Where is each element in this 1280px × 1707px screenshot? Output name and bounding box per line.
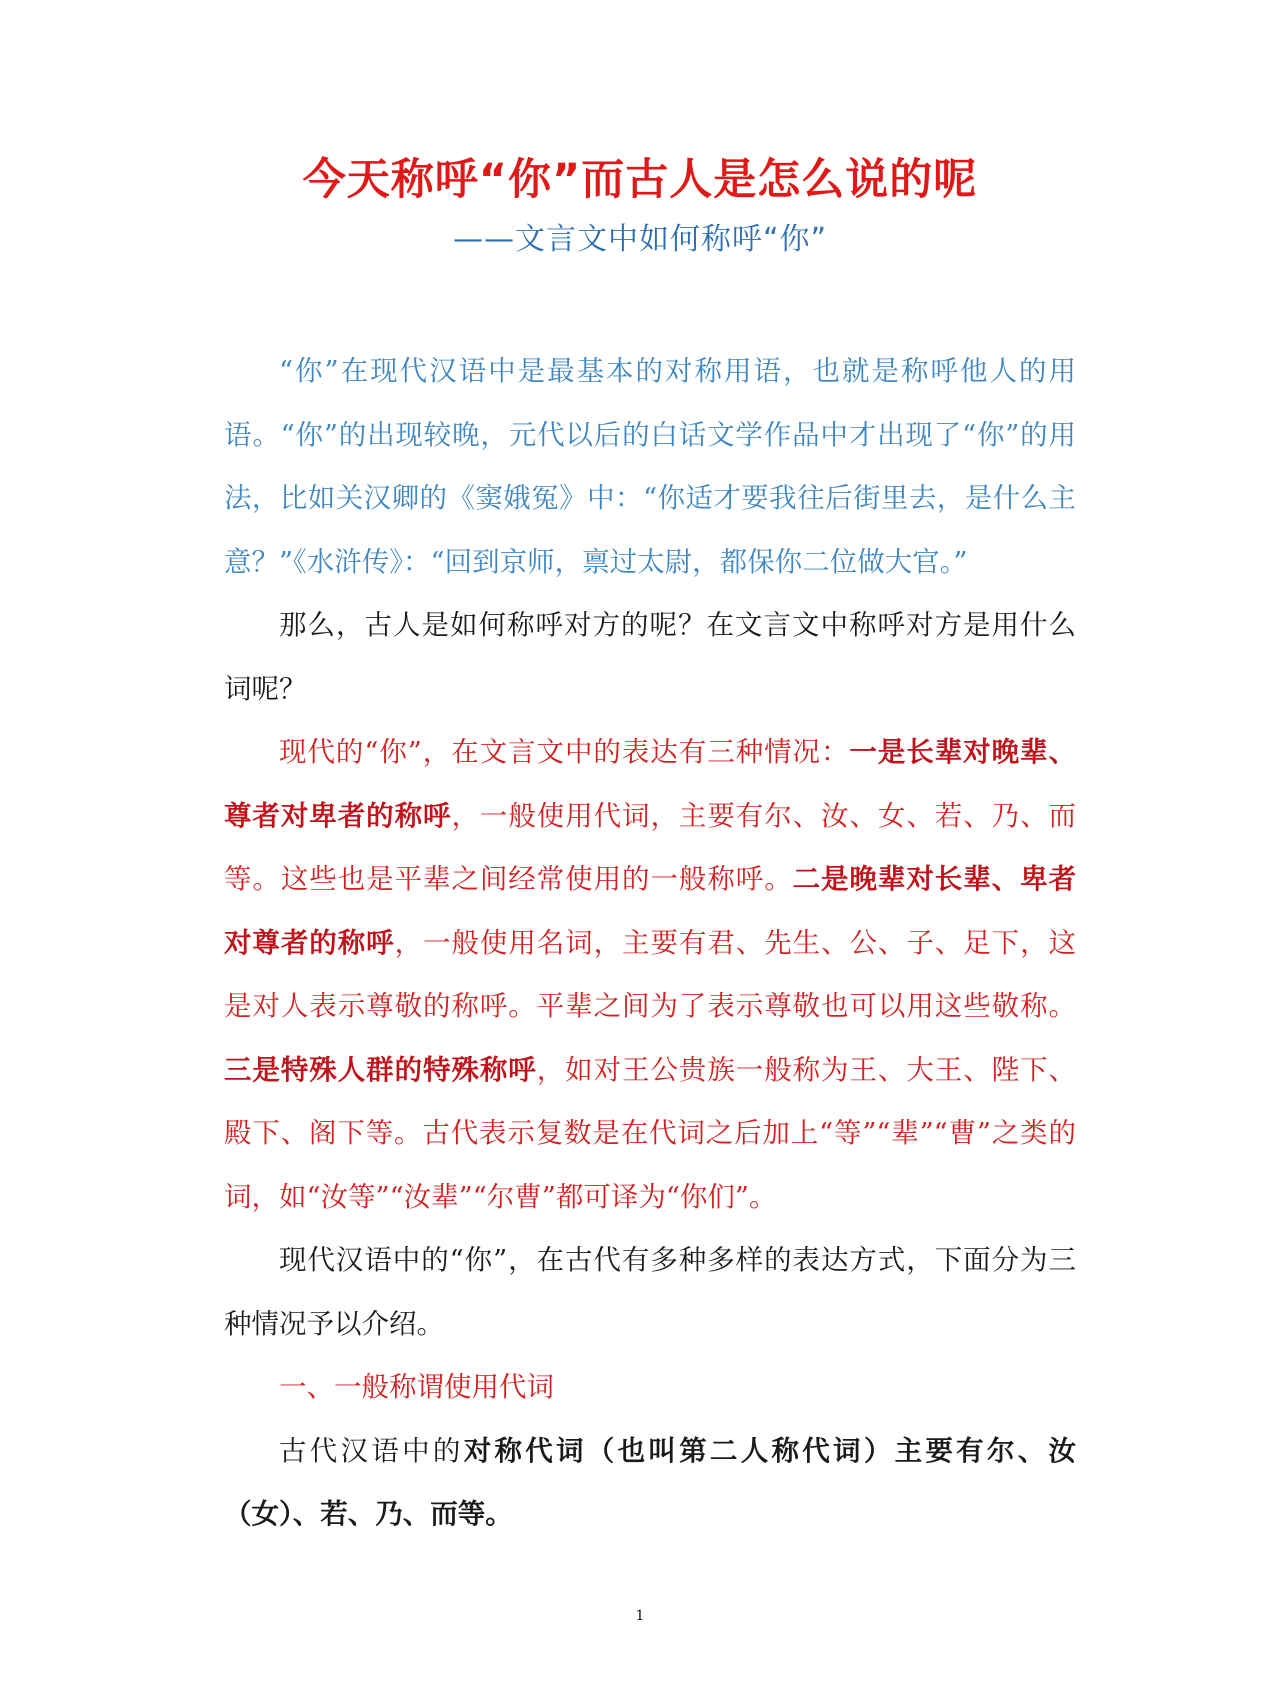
case-one-heading: 一是长辈对晚辈、尊者对卑者的称呼	[224, 736, 1076, 832]
article-body	[224, 340, 1076, 1547]
case-three-heading: 三是特殊人群的特殊称呼	[224, 1053, 537, 1086]
case-one-text: ，一般使用代词，主要有尔、汝、女、若、乃、而等。这些也是平辈之间经常使用的一般称呼。	[224, 799, 1077, 895]
case-two-text: ，一般使用名词，主要有君、先生、公、子、足下，这是对人表示尊敬的称呼。平辈之间为了表示尊敬也可以用这些敬称。	[224, 926, 1077, 1022]
overview-paragraph: 现代汉语中的“你”，在古代有多种多样的表达方式，下面分为三种情况予以介绍。	[224, 1244, 1076, 1340]
case-two-heading: 二是晚辈对长辈、卑者对尊者的称呼	[224, 863, 1077, 959]
pronouns-bold-text: 对称代词（也叫第二人称代词）主要有尔、汝（女）、若、乃、而等。	[224, 1434, 1077, 1530]
pronouns-lead-text: 古代汉语中的	[279, 1434, 464, 1467]
intro-paragraph: “你”在现代汉语中是最基本的对称用语，也就是称呼他人的用语。“你”的出现较晚，元代以后的白话文学作品中才出现了“你”的用法，比如关汉卿的《窦娥冤》中：“你适才要我往后街里去，是什么主意？”《水浒传》：“回到京师，禀过太尉，都保你二位做大官。”	[224, 355, 1076, 578]
page-title: 今天称呼“你”而古人是怎么说的呢	[302, 155, 978, 205]
page-number: 1	[635, 1608, 645, 1624]
pronouns-paragraph	[224, 1420, 1076, 1547]
case-three-text: ，如对王公贵族一般称为王、大王、陛下、殿下、阁下等。古代表示复数是在代词之后加上“等”“辈”“曹”之类的词，如“汝等”“汝辈”“尔曹”都可译为“你们”。	[224, 1053, 1077, 1213]
section-heading-pronouns: 一、一般称谓使用代词	[279, 1371, 554, 1403]
page-subtitle: ——文言文中如何称呼“你”	[452, 222, 828, 257]
case-intro-text: 现代的“你”，在文言文中的表达有三种情况：	[279, 736, 850, 768]
question-paragraph: 那么，古人是如何称呼对方的呢？在文言文中称呼对方是用什么词呢？	[224, 609, 1076, 705]
three-cases-paragraph	[224, 721, 1076, 1229]
